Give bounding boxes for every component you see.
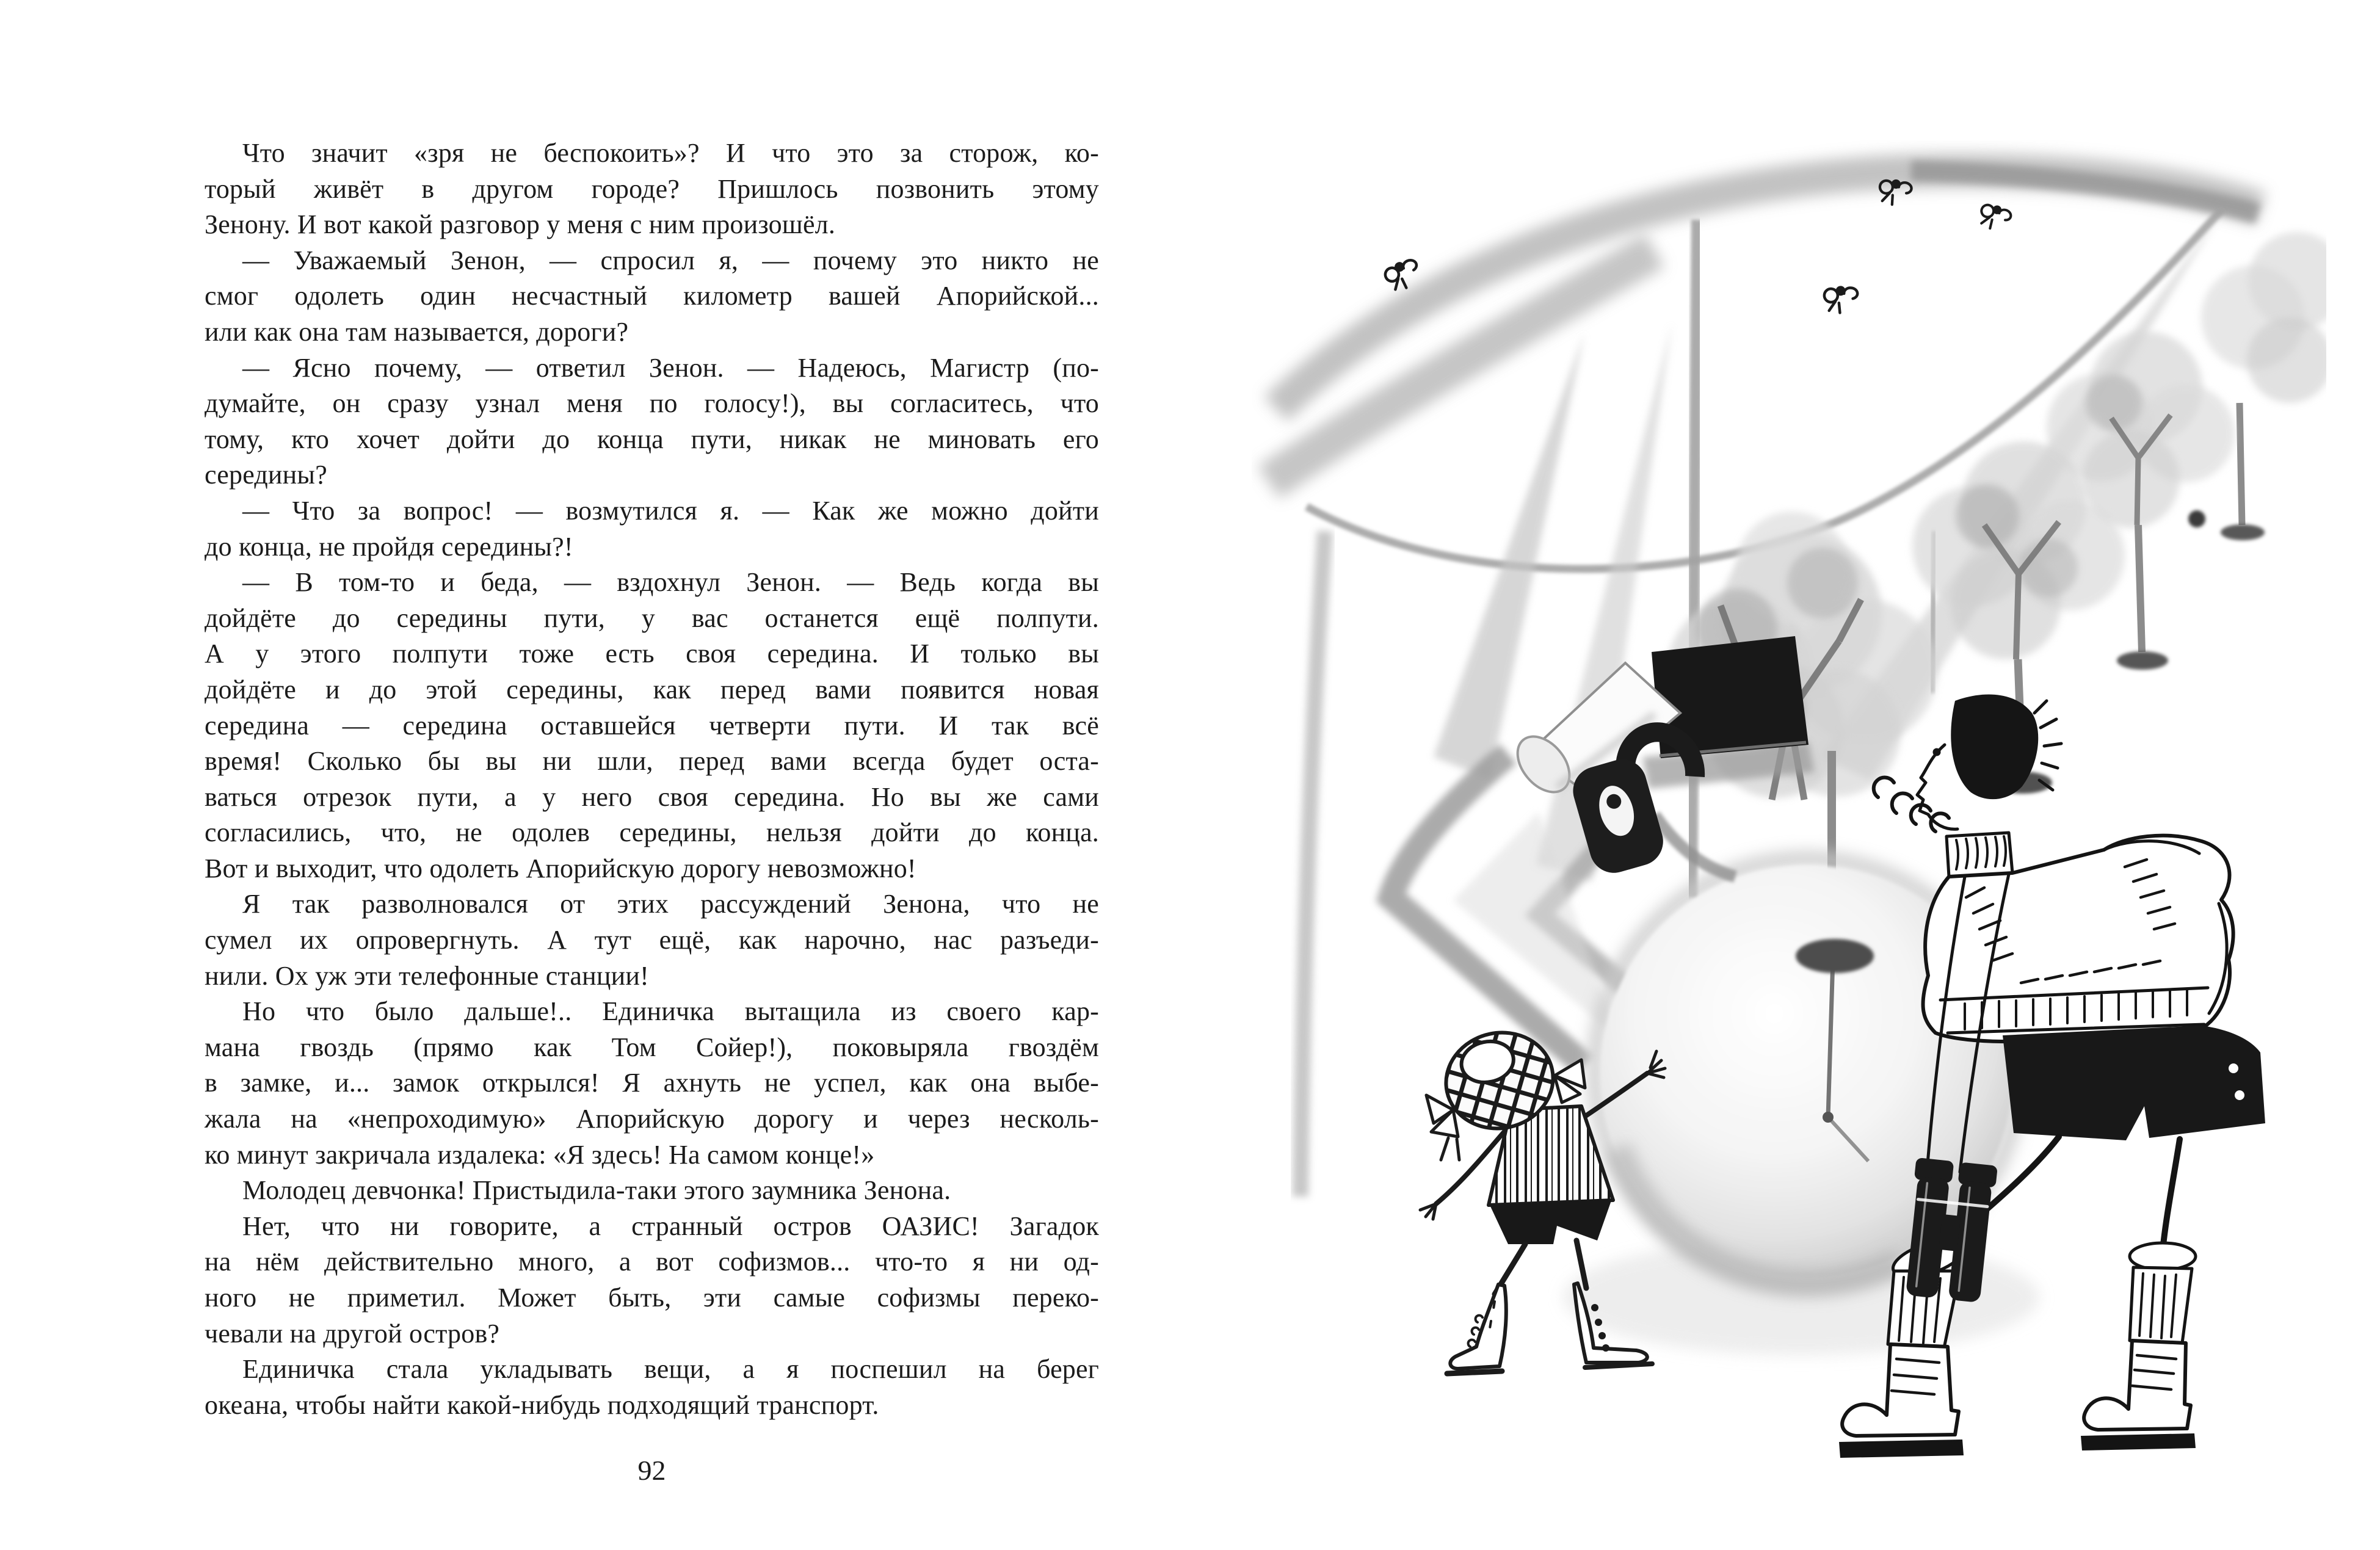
page-text-column	[205, 136, 1099, 1423]
text-line: А у этого полпути тоже есть своя середина. И только вы	[205, 639, 1099, 669]
text-line: Зенону. И вот какой разговор у меня с ним произошёл.	[205, 209, 836, 240]
fly-icon	[1976, 200, 2012, 234]
text-line: — В том-то и беда, — вздохнул Зенон. — Ведь когда вы	[242, 567, 1099, 598]
text-line: — Что за вопрос! — возмутился я. — Как же можно дойти	[242, 495, 1099, 526]
text-line: время! Сколько бы вы ни шли, перед вами всегда будет оста-	[205, 746, 1099, 777]
text-line: ваться отрезок пути, а у него своя середина. Но вы же сами	[205, 781, 1099, 812]
text-line: Нет, что ни говорите, а странный остров ОАЗИС! Загадок	[242, 1211, 1099, 1241]
text-line: Вот и выходит, что одолеть Апорийскую дорогу невозможно!	[205, 853, 916, 883]
text-line: нили. Ох уж эти телефонные станции!	[205, 960, 649, 991]
text-line: до конца, не пройдя середины?!	[205, 531, 573, 562]
text-line: ного не приметил. Может быть, эти самые софизмы переко-	[205, 1283, 1099, 1313]
text-line: — Уважаемый Зенон, — спросил я, — почему это никто не	[242, 245, 1099, 275]
girl-shorts	[1490, 1199, 1612, 1244]
girl-boot-left	[1450, 1284, 1506, 1369]
text-line: думайте, он сразу узнал меня по голосу!), вы согласитесь, что	[205, 388, 1099, 419]
text-line: дойдёте и до этой середины, как перед вами появится новая	[205, 674, 1099, 704]
text-line: Единичка стала укладывать вещи, а я поспешил на берег	[242, 1354, 1099, 1385]
text-line: Я так разволновался от этих рассуждений Зенона, что не	[242, 889, 1099, 919]
text-line: или как она там называется, дороги?	[205, 316, 629, 347]
text-line: Молодец девчонка! Пристыдила-таки этого заумника Зенона.	[242, 1175, 951, 1206]
fly-icon	[1823, 284, 1859, 314]
man-boot-left	[1839, 1344, 1964, 1458]
man-shorts	[2003, 1026, 2265, 1140]
text-line: сумел их опровергнуть. А тут ещё, как нарочно, нас разъеди-	[205, 925, 1099, 955]
text-line: чевали на другой остров?	[205, 1318, 500, 1349]
text-line: жала на «непроходимую» Апорийскую дорогу и через несколь-	[205, 1104, 1099, 1134]
man-boot-right	[2081, 1341, 2196, 1450]
text-line: смог одолеть один несчастный километр вашей Апорийской...	[205, 281, 1099, 311]
text-line: торый живёт в другом городе? Пришлось позвонить этому	[205, 173, 1099, 204]
page-number: 92	[637, 1455, 666, 1486]
tree-far	[2201, 232, 2326, 540]
illustration	[1252, 140, 2326, 1545]
man-sock-right	[2130, 1243, 2196, 1343]
text-line: Что значит «зря не беспокоить»? И что это за сторож, ко-	[242, 138, 1099, 168]
text-line: середина — середина оставшейся четверти пути. И так всё	[205, 710, 1099, 741]
text-line: дойдёте до середины пути, у вас останется ещё полпути.	[205, 603, 1099, 633]
text-line: Но что было дальше!.. Единичка вытащила из своего кар-	[242, 996, 1099, 1027]
text-line: на нём действительно много, а вот софизмов... что-то я ни од-	[205, 1247, 1099, 1277]
text-line: океана, чтобы найти какой-нибудь подходящий транспорт.	[205, 1389, 879, 1420]
text-line: тому, кто хочет дойти до конца пути, никак не миновать его	[205, 424, 1099, 454]
text-line: середины?	[205, 460, 327, 490]
text-line: в замке, и... замок открылся! Я ахнуть не успел, как она выбе-	[205, 1068, 1099, 1098]
text-line: — Ясно почему, — ответил Зенон. — Надеюсь, Магистр (по-	[242, 352, 1099, 383]
text-line: согласились, что, не одолев середины, нельзя дойти до конца.	[205, 817, 1099, 848]
text-line: мана гвоздь (прямо как Том Сойер!), поковыряла гвоздём	[205, 1032, 1099, 1062]
hat-bow-right	[1555, 1060, 1585, 1103]
text-line: ко минут закричала издалека: «Я здесь! На самом конце!»	[205, 1139, 875, 1170]
tree-base-on-sphere	[1796, 939, 1874, 973]
